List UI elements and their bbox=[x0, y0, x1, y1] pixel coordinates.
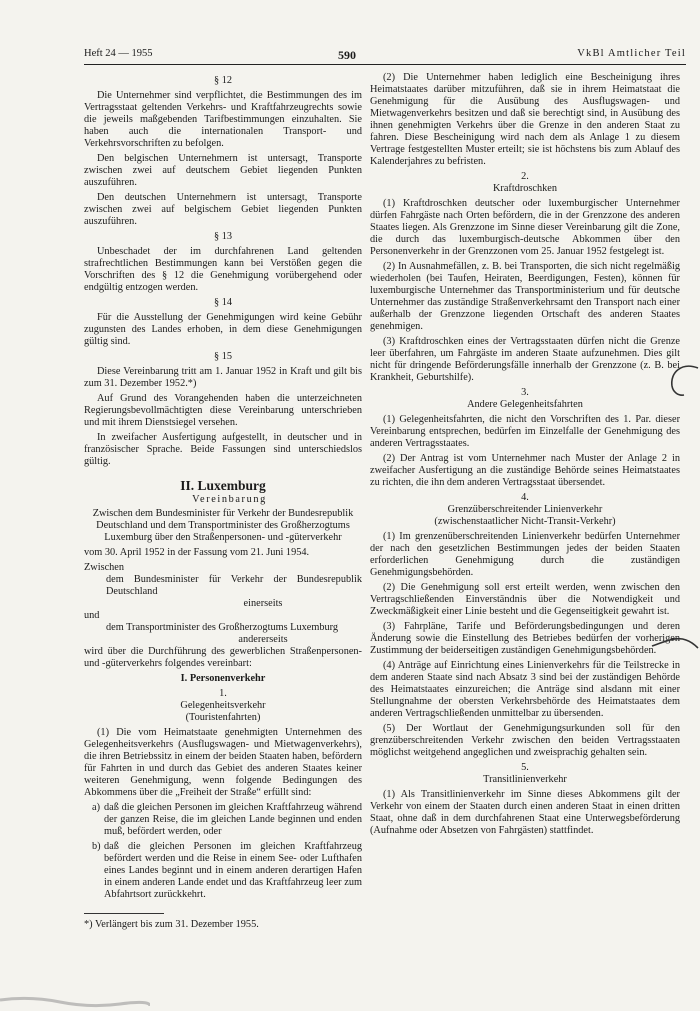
subsection-title: Andere Gelegenheitsfahrten bbox=[467, 399, 583, 410]
party-transport-minister: dem Transportminister des Großherzogtums Luxemburg bbox=[106, 622, 339, 633]
subsection-number: 5. bbox=[521, 762, 529, 773]
subsection-title: Transitlinienverkehr bbox=[483, 774, 567, 785]
agreement-intro: Zwischen dem Bundesminister für Verkehr der Bundesrepublik Deutschland und dem Transportminister des Großherzogtums Luxemburg über den Straßenpersonen- und -güterverkehr bbox=[92, 508, 354, 543]
paragraph: (2) Der Antrag ist vom Unternehmer nach Muster der Anlage 2 in zweifacher Ausfertigung an die zuständige Behörde seines Heimatstaates zu richten, die ihn dem anderen Vertragsstaat übersendet. bbox=[370, 453, 680, 488]
page-header bbox=[84, 48, 686, 64]
paragraph: Für die Ausstellung der Genehmigungen wird keine Gebühr zugunsten des Landes erhoben, in dem diese Genehmigungen gültig sind. bbox=[84, 312, 362, 347]
subsection-title: Gelegenheitsverkehr bbox=[180, 700, 266, 711]
agreement-label: Vereinbarung bbox=[192, 494, 267, 505]
agreement-date: vom 30. April 1952 in der Fassung vom 21. Juni 1954. bbox=[84, 547, 310, 558]
list-item bbox=[84, 802, 362, 838]
paragraph: (2) In Ausnahmefällen, z. B. bei Transporten, die sich nicht regelmäßig wiederholen (bei Taufen, Heiraten, Beerdigungen, Festen), können für luxemburgische Unternehmer das Transportministerium und für deutsche Unternehmer das zuständige Straßenverkehrsamt den Transport nach einer außerhalb der Grenzzone liegenden Ortschaft des anderen Staates genehmigen. bbox=[370, 261, 680, 332]
page-number: 590 bbox=[338, 48, 356, 62]
paragraph: (1) Als Transitlinienverkehr im Sinne dieses Abkommens gilt der Verkehr von einem der Staaten durch einen anderen Staat in einen dritten Staat, ohne daß in dem durchfahrenen Staat eine Unterwegsbeförderung (Aufnahme oder Absetzen von Fahrgästen) stattfindet. bbox=[370, 789, 680, 836]
paragraph: Die Unternehmer sind verpflichtet, die Bestimmungen des im Vertragsstaat geltenden Verkehrs- und Kraftfahrzeugrechts sowie die jeweils maßgebenden Tarifbestimmungen einzuhalten. Sie haben auch die internationalen Transport- und Verkehrsvorschriften zu befolgen. bbox=[84, 90, 362, 149]
left-column bbox=[84, 72, 362, 934]
paragraph: (2) Die Genehmigung soll erst erteilt werden, wenn zwischen den Vertragschließenden Einverständnis über die Notwendigkeit und Zweckmäßigkeit einer Linie besteht und die Gegenseitigkeit gewahrt ist. bbox=[370, 582, 680, 617]
section-heading: § 15 bbox=[213, 351, 233, 362]
party-federal-minister: dem Bundesminister für Verkehr der Bundesrepublik Deutschland bbox=[106, 574, 362, 597]
paragraph: (1) Im grenzenüberschreitenden Linienverkehr bedürfen Unternehmer der nach den gesetzlichen Bestimmungen jedes der beiden Staaten erforderlichen Genehmigung durch die zuständigen Genehmigungsbehörden. bbox=[370, 531, 680, 578]
publication-title: VkBl Amtlicher Teil bbox=[577, 48, 686, 59]
paragraph: (4) Anträge auf Einrichtung eines Linienverkehrs für die Teilstrecke in dem anderen Staate sind nach Absatz 3 sind bei der zuständigen Behörde des Heimatstaates einzureichen; die Anträge sind alsdann mit einer Stellungnahme der obersten Verkehrsbehörde des Heimatstaates dem anderen Vertragschließenden unmittelbar zu übersenden. bbox=[370, 660, 680, 719]
list-text: daß die gleichen Personen im gleichen Kraftfahrzeug befördert werden und die Reise in einem See- oder Lufthafen eines Landes beginnt und in einem anderen derartigen Hafen in einem anderen Lande endet und das Kraftfahrzeug leer zum Abfahrtsort zurückkehrt. bbox=[104, 841, 362, 900]
paragraph: Den deutschen Unternehmern ist untersagt, Transporte zwischen zwei auf belgischem Gebiet liegenden Punkten auszuführen. bbox=[84, 192, 362, 227]
subsection-subtitle: (Touristenfahrten) bbox=[185, 712, 261, 723]
paragraph: (2) Die Unternehmer haben lediglich eine Bescheinigung ihres Heimatstaates darüber mitzuführen, daß sie in ihrem Heimatstaat die Genehmigung für die Ausübung des Ausflugswagen- und Mietwagenverkehrs besitzen und daß sie berechtigt sind, in Ausübung des ihnen genehmigten Verkehrs über die Grenze in den anderen Staat zu fahren. Diese Bescheinigung wird nach dem als Anlage 1 zu diesem Vertrage festgestellten Muster erteilt; sie ist höchstens bis zum Ablauf des Kalenderjahres zu befristen. bbox=[370, 72, 680, 167]
paragraph: In zweifacher Ausfertigung aufgestellt, in deutscher und in französischer Sprache. Beide Fassungen sind unterschiedslos gültig. bbox=[84, 432, 362, 467]
margin-pencil-mark bbox=[664, 358, 700, 398]
margin-pencil-mark bbox=[650, 632, 700, 654]
list-label: b) bbox=[92, 841, 101, 852]
bottom-edge-smudge bbox=[0, 990, 150, 1010]
section-heading: § 14 bbox=[213, 297, 233, 308]
paragraph: Unbeschadet der im durchfahrenen Land geltenden strafrechtlichen Bestimmungen kann bei Verstößen gegen die Vorschriften des § 12 die Genehmigung vorübergehend oder endgültig entzogen werden. bbox=[84, 246, 362, 293]
agreement-purpose: wird über die Durchführung des gewerblichen Straßenpersonen- und -güterverkehrs folgendes vereinbart: bbox=[84, 646, 362, 669]
section-heading: § 12 bbox=[213, 75, 233, 86]
paragraph: (1) Gelegenheitsfahrten, die nicht den Vorschriften des 1. Par. dieser Vereinbarung entsprechen, bedürfen im Einzelfalle der Genehmigung des anderen Vertragsstaates. bbox=[370, 414, 680, 449]
list-item bbox=[84, 841, 362, 901]
subsection-title: Grenzüberschreitender Linienverkehr bbox=[447, 504, 603, 515]
subsection-number: 1. bbox=[219, 688, 227, 699]
personenverkehr-heading: I. Personenverkehr bbox=[180, 673, 266, 684]
paragraph: Auf Grund des Vorangehenden haben die unterzeichneten Regierungsbevollmächtigten diese Vereinbarung unterschrieben und mit ihrem Dienstsiegel versehen. bbox=[84, 393, 362, 428]
paragraph: (5) Der Wortlaut der Genehmigungsurkunden soll für den grenzüberschreitenden Verkehr zwischen den beiden Vertragsstaaten möglichst weitgehend angeglichen und zweisprachig gehalten sein. bbox=[370, 723, 680, 758]
party-other-side: andererseits bbox=[238, 634, 288, 645]
section-heading: § 13 bbox=[213, 231, 233, 242]
footnote-rule bbox=[84, 913, 164, 914]
subsection-number: 3. bbox=[521, 387, 529, 398]
paragraph: (3) Kraftdroschken eines der Vertragsstaaten dürfen nicht die Grenze leer überfahren, um Fahrgäste im anderen Staate aufzunehmen. Dies gilt nicht für dringende Beförderungsfälle innerhalb der Grenzzone (z. B. bei Krankheit, Geburtshilfe). bbox=[370, 336, 680, 383]
header-rule bbox=[84, 64, 686, 65]
paragraph: Diese Vereinbarung tritt am 1. Januar 1952 in Kraft und gilt bis zum 31. Dezember 1952.*) bbox=[84, 366, 362, 389]
subsection-number: 4. bbox=[521, 492, 529, 503]
paragraph: (3) Fahrpläne, Tarife und Beförderungsbedingungen und deren Änderung sowie die Einstellung des Betriebes bedürfen der vorherigen Zustimmung der beiderseitigen zuständigen Genehmigungsbehörden. bbox=[370, 621, 680, 656]
list-text: daß die gleichen Personen im gleichen Kraftfahrzeug während der ganzen Reise, die im gleichen Lande beginnen und enden muß, befördert werden, oder bbox=[104, 802, 362, 837]
subsection-title: Kraftdroschken bbox=[492, 183, 558, 194]
paragraph: (1) Kraftdroschken deutscher oder luxemburgischer Unternehmer dürfen Fahrgäste nach Orten befördern, die in der Grenzzone des anderen Staates liegen. Als Grenzzone im Sinne dieser Vereinbarung gilt die Zone, die durch das luxemburgisch-deutsche Abkommen über den Personenverkehr in der Grenzzonen vom 25. Januar 1952 festgelegt ist. bbox=[370, 198, 680, 257]
parties-and: und bbox=[84, 610, 100, 621]
paragraph: (1) Die vom Heimatstaate genehmigten Unternehmen des Gelegenheitsverkehrs (Ausflugswagen- und Mietwagenverkehrs), die ihren Betriebssitz in einem der beiden Staaten haben, befördern für Fahrten in und durch das Gebiet des anderen Staates keiner weiteren Genehmigung, wenn folgende Bedingungen des Abkommens über die „Freiheit der Straße“ erfüllt sind: bbox=[84, 727, 362, 798]
subsection-subtitle: (zwischenstaatlicher Nicht-Transit-Verkehr) bbox=[434, 516, 616, 527]
footnote: *) Verlängert bis zum 31. Dezember 1955. bbox=[84, 919, 259, 930]
parties-between: Zwischen bbox=[84, 562, 125, 573]
paragraph: Den belgischen Unternehmern ist untersagt, Transporte zwischen zwei auf deutschem Gebiet liegenden Punkten auszuführen. bbox=[84, 153, 362, 188]
luxemburg-heading: II. Luxemburg bbox=[180, 478, 266, 493]
right-column bbox=[370, 72, 680, 840]
subsection-number: 2. bbox=[521, 171, 529, 182]
party-one-side: einerseits bbox=[243, 598, 283, 609]
list-label: a) bbox=[92, 802, 100, 813]
issue-label: Heft 24 — 1955 bbox=[84, 48, 153, 59]
